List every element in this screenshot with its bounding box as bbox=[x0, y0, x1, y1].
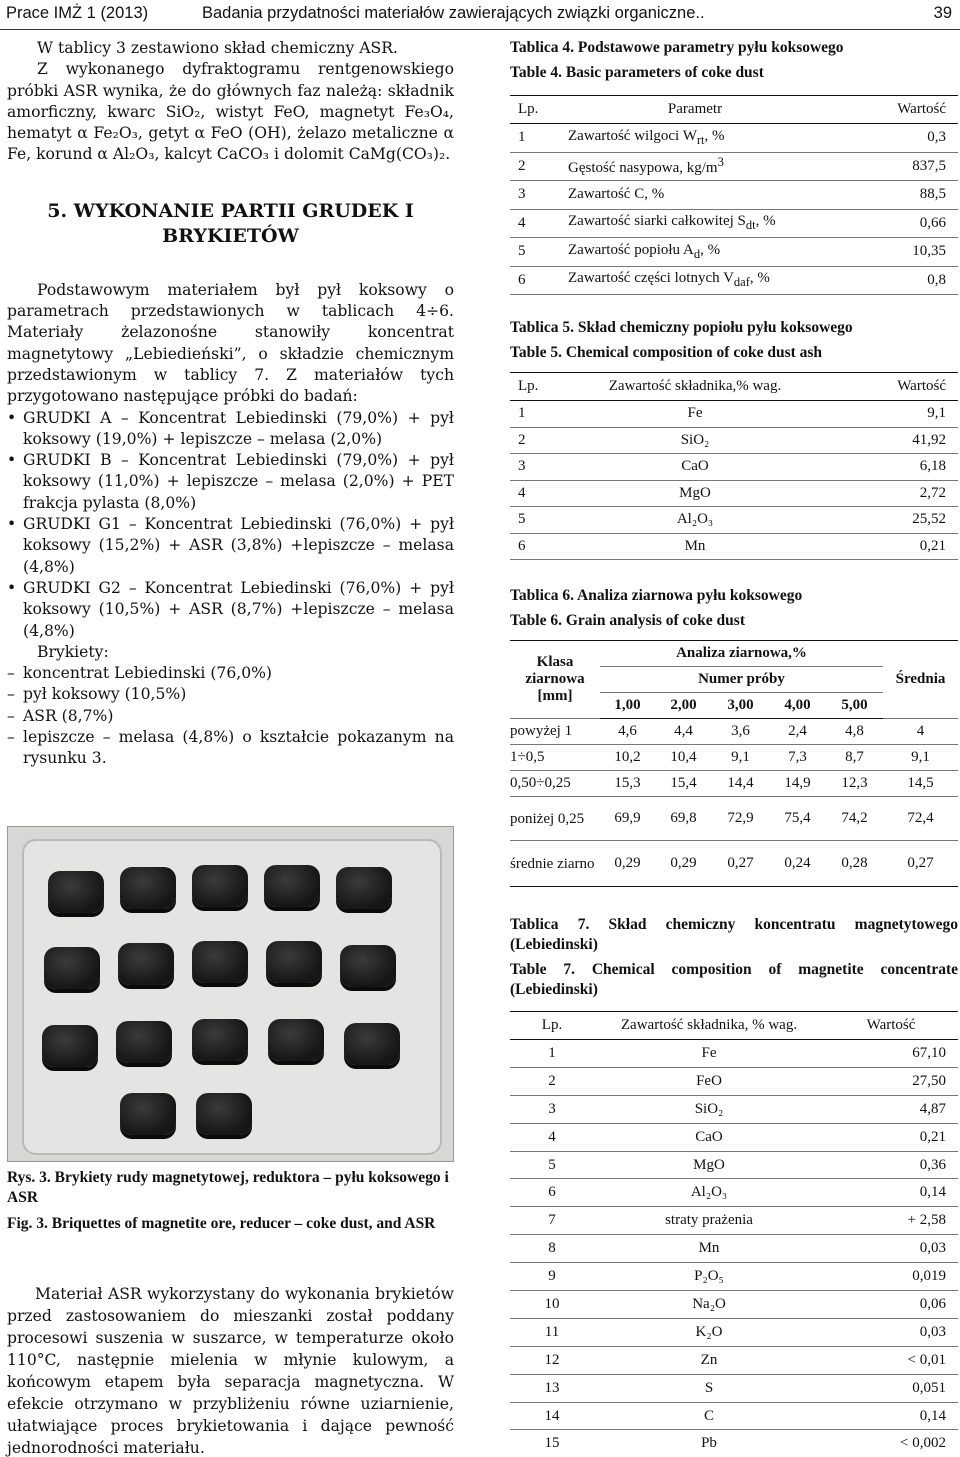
table-cell: 3 bbox=[510, 454, 570, 481]
list-item: – pył koksowy (10,5%) bbox=[7, 684, 454, 705]
table-cell: powyżej 1 bbox=[510, 719, 600, 745]
table-cell: poniżej 0,25 bbox=[510, 797, 600, 841]
table-cell: 6 bbox=[510, 533, 570, 560]
table-cell: S bbox=[594, 1374, 824, 1402]
briquette bbox=[344, 1023, 400, 1065]
column-header: 5,00 bbox=[826, 693, 883, 719]
table-cell: 4,87 bbox=[824, 1095, 958, 1123]
table-row bbox=[510, 480, 958, 507]
table-cell: 9,1 bbox=[820, 401, 958, 428]
cell-superscript: 3 bbox=[717, 155, 724, 170]
column-header: Lp. bbox=[510, 373, 570, 401]
table-cell: 10,2 bbox=[600, 745, 655, 771]
paragraph-asr-processing: Materiał ASR wykorzystany do wykonania brykietów przed zastosowaniem do mieszanki został poddany procesowi suszenia w suszarce, w temperaturze około 110°C, następnie mielenia w młynie kulowym, a końcowym etapem była separacja magnetyczna. W efekcie otrzymano w przybliżeniu równe uziarnienie, ułatwiające proces brykietowania i dające pewność jednorodności materiału. bbox=[7, 1285, 454, 1457]
briquette bbox=[336, 867, 392, 909]
table-cell: 2,72 bbox=[820, 480, 958, 507]
column-header: 1,00 bbox=[600, 693, 655, 719]
table-row bbox=[510, 1095, 958, 1123]
table-cell: straty prażenia bbox=[594, 1207, 824, 1235]
photo-tray bbox=[22, 839, 442, 1155]
column-header: Średnia bbox=[883, 641, 958, 719]
cell-text: Zawartość siarki całkowitej S bbox=[568, 213, 746, 230]
paragraph-materials: Podstawowym materiałem był pył koksowy o parametrach przedstawionych w tablicach 4÷6. Materiały żelazonośne stanowiły koncentrat magnetytowy „Lebiedieński”, o składzie chemicznym przedstawionym w tablicy 7. Z materiałów tych przygotowano następujące próbki do badań: bbox=[7, 280, 454, 406]
table-cell: Fe bbox=[594, 1040, 824, 1068]
column-header: Klasa ziarnowa [mm] bbox=[510, 641, 600, 719]
table-cell: 13 bbox=[510, 1374, 594, 1402]
table-row bbox=[510, 152, 958, 181]
table-cell: 4,4 bbox=[655, 719, 712, 745]
column-header: Lp. bbox=[510, 96, 560, 124]
table-cell: 1 bbox=[510, 401, 570, 428]
table-row bbox=[510, 181, 958, 210]
table-row bbox=[510, 124, 958, 153]
table-row bbox=[510, 1179, 958, 1207]
table-cell: 837,5 bbox=[830, 152, 958, 181]
table-cell: 4 bbox=[510, 480, 570, 507]
cell-text: , % bbox=[700, 241, 721, 258]
table-cell bbox=[560, 152, 830, 181]
table-row bbox=[510, 507, 958, 534]
table-cell: Pb bbox=[594, 1430, 824, 1457]
list-item: – lepiszcze – melasa (4,8%) o kształcie pokazanym na rysunku 3. bbox=[7, 727, 454, 770]
table-row bbox=[510, 266, 958, 295]
table-cell: MgO bbox=[594, 1151, 824, 1179]
column-header: 2,00 bbox=[655, 693, 712, 719]
table-row bbox=[510, 1374, 958, 1402]
table-cell: 72,4 bbox=[883, 797, 958, 841]
table-cell: 15 bbox=[510, 1430, 594, 1457]
table-cell: 9,1 bbox=[883, 745, 958, 771]
table-cell: P₂O₅ bbox=[594, 1263, 824, 1291]
table-header-row bbox=[510, 96, 958, 124]
cell-subscript: dt bbox=[745, 218, 756, 233]
table-row bbox=[510, 1346, 958, 1374]
table-cell: 3 bbox=[510, 1095, 594, 1123]
table-cell: 0,21 bbox=[824, 1123, 958, 1151]
figure-caption-en: Fig. 3. Briquettes of magnetite ore, reducer – coke dust, and ASR bbox=[7, 1215, 436, 1232]
cell-text: , % bbox=[755, 213, 776, 230]
column-header: Wartość bbox=[824, 1012, 958, 1040]
table-row bbox=[510, 1291, 958, 1319]
table7-caption bbox=[510, 915, 958, 1005]
table-cell: 72,9 bbox=[712, 797, 769, 841]
briquette bbox=[192, 1019, 248, 1061]
briquette bbox=[120, 1093, 176, 1135]
table-cell: FeO bbox=[594, 1067, 824, 1095]
table-cell: 10 bbox=[510, 1291, 594, 1319]
table-cell: 0,3 bbox=[830, 124, 958, 153]
table-cell: + 2,58 bbox=[824, 1207, 958, 1235]
table-cell: średnie ziarno bbox=[510, 841, 600, 887]
column-header: Analiza ziarnowa,% bbox=[600, 641, 883, 667]
table-cell: 0,03 bbox=[824, 1318, 958, 1346]
table-cell: 0,24 bbox=[769, 841, 826, 887]
column-header: Parametr bbox=[560, 96, 830, 124]
table-cell: Mn bbox=[570, 533, 820, 560]
briquette bbox=[266, 941, 322, 983]
list-item: – ASR (8,7%) bbox=[7, 706, 454, 727]
table-cell: 10,35 bbox=[830, 238, 958, 267]
table-cell: 8,7 bbox=[826, 745, 883, 771]
briquette bbox=[120, 867, 176, 909]
table7 bbox=[510, 1011, 958, 1457]
table-cell: Al₂O₃ bbox=[570, 507, 820, 534]
table-cell: 25,52 bbox=[820, 507, 958, 534]
cell-subscript: daf bbox=[733, 275, 750, 290]
table-cell: 74,2 bbox=[826, 797, 883, 841]
table-row bbox=[510, 771, 958, 797]
table-cell: 2,4 bbox=[769, 719, 826, 745]
table-row bbox=[510, 797, 958, 841]
list-item: • GRUDKI G1 – Koncentrat Lebiedinski (76,0%) + pył koksowy (15,2%) + ASR (3,8%) +lepiszcze – melasa (4,8%) bbox=[7, 514, 454, 578]
table-cell: 1 bbox=[510, 124, 560, 153]
briquette bbox=[264, 865, 320, 907]
table-cell: 0,8 bbox=[830, 266, 958, 295]
table-row bbox=[510, 209, 958, 238]
table-cell: 14,4 bbox=[712, 771, 769, 797]
table-cell: 75,4 bbox=[769, 797, 826, 841]
table-cell: 9,1 bbox=[712, 745, 769, 771]
table7-caption-pl: Tablica 7. Skład chemiczny koncentratu magnetytowego (Lebiedinski) bbox=[510, 916, 958, 953]
table-row bbox=[510, 1207, 958, 1235]
journal-name: Prace IMŻ 1 (2013) bbox=[6, 4, 149, 22]
column-header: Zawartość składnika, % wag. bbox=[594, 1012, 824, 1040]
table-cell: Zn bbox=[594, 1346, 824, 1374]
table-cell: 0,28 bbox=[826, 841, 883, 887]
table-cell: 0,29 bbox=[655, 841, 712, 887]
table-cell: 0,29 bbox=[600, 841, 655, 887]
table-cell: 7 bbox=[510, 1207, 594, 1235]
table-cell: 0,14 bbox=[824, 1179, 958, 1207]
cell-text: , % bbox=[749, 270, 770, 287]
cell-text: Zawartość wilgoci W bbox=[568, 127, 697, 144]
table-row bbox=[510, 1318, 958, 1346]
list-item: • GRUDKI B – Koncentrat Lebiedinski (79,0%) + pył koksowy (11,0%) + lepiszcze – melasa (2,0%) + PET frakcja pylasta (8,0%) bbox=[7, 450, 454, 514]
table-cell: Fe bbox=[570, 401, 820, 428]
table6 bbox=[510, 640, 958, 887]
table-row bbox=[510, 1123, 958, 1151]
briquette bbox=[42, 1025, 98, 1067]
table5-caption-en: Table 5. Chemical composition of coke dust ash bbox=[510, 344, 823, 361]
table-cell: 0,36 bbox=[824, 1151, 958, 1179]
table5-caption bbox=[510, 318, 958, 368]
table4-caption bbox=[510, 38, 958, 88]
table-cell: 4 bbox=[510, 1123, 594, 1151]
column-header: Zawartość składnika,% wag. bbox=[570, 373, 820, 401]
table-cell: 69,8 bbox=[655, 797, 712, 841]
table5-caption-pl: Tablica 5. Skład chemiczny popiołu pyłu koksowego bbox=[510, 319, 853, 336]
table4-caption-en: Table 4. Basic parameters of coke dust bbox=[510, 64, 764, 81]
paragraph-asr-table: W tablicy 3 zestawiono skład chemiczny ASR. bbox=[37, 39, 398, 57]
table-cell: Mn bbox=[594, 1235, 824, 1263]
table-cell: 0,27 bbox=[712, 841, 769, 887]
cell-subscript: rt bbox=[696, 132, 705, 147]
briquette-list bbox=[7, 663, 454, 769]
table-cell: Na₂O bbox=[594, 1291, 824, 1319]
table-cell: 4,6 bbox=[600, 719, 655, 745]
table-cell: K₂O bbox=[594, 1318, 824, 1346]
table-row bbox=[510, 533, 958, 560]
table-cell: 7,3 bbox=[769, 745, 826, 771]
table-row bbox=[510, 401, 958, 428]
table-header-row bbox=[510, 641, 958, 667]
table-cell: 3 bbox=[510, 181, 560, 210]
table-row bbox=[510, 1235, 958, 1263]
table-cell: 5 bbox=[510, 507, 570, 534]
briquette bbox=[44, 947, 100, 989]
table-cell: 88,5 bbox=[830, 181, 958, 210]
cell-text: , % bbox=[704, 127, 725, 144]
table-cell: 1 bbox=[510, 1040, 594, 1068]
cell-text: Gęstość nasypowa, kg/m bbox=[568, 160, 718, 177]
cell-text: Zawartość popiołu A bbox=[568, 241, 694, 258]
list-item: • GRUDKI A – Koncentrat Lebiedinski (79,0%) + pył koksowy (19,0%) + lepiszcze – melasa (2,0%) bbox=[7, 408, 454, 451]
cell-text: Zawartość części lotnych V bbox=[568, 270, 734, 287]
list-item: • GRUDKI G2 – Koncentrat Lebiedinski (76,0%) + pył koksowy (10,5%) + ASR (8,7%) +lepiszcze – melasa (4,8%) bbox=[7, 578, 454, 642]
table-cell: 11 bbox=[510, 1318, 594, 1346]
briquette bbox=[268, 1019, 324, 1061]
table-cell: 69,9 bbox=[600, 797, 655, 841]
table-cell: 12,3 bbox=[826, 771, 883, 797]
column-header: Numer próby bbox=[600, 667, 883, 693]
running-title: Badania przydatności materiałów zawierających związki organiczne.. bbox=[202, 4, 705, 22]
table-row bbox=[510, 719, 958, 745]
table-cell: 14 bbox=[510, 1402, 594, 1430]
table-row bbox=[510, 454, 958, 481]
briquette bbox=[192, 865, 248, 907]
table7-caption-en: Table 7. Chemical composition of magnetite concentrate (Lebiedinski) bbox=[510, 961, 958, 998]
page-header bbox=[0, 0, 960, 30]
column-header: Wartość bbox=[830, 96, 958, 124]
table5 bbox=[510, 372, 958, 560]
table-cell: Al₂O₃ bbox=[594, 1179, 824, 1207]
table-row bbox=[510, 745, 958, 771]
section-heading: 5. WYKONANIE PARTII GRUDEK I BRYKIETÓW bbox=[47, 199, 414, 247]
table-cell: 1÷0,5 bbox=[510, 745, 600, 771]
table-cell: CaO bbox=[570, 454, 820, 481]
briquette bbox=[192, 941, 248, 983]
column-header: 3,00 bbox=[712, 693, 769, 719]
table-cell: 15,4 bbox=[655, 771, 712, 797]
table-cell: 2 bbox=[510, 1067, 594, 1095]
table-cell: 5 bbox=[510, 238, 560, 267]
table-cell: 0,06 bbox=[824, 1291, 958, 1319]
table-cell: MgO bbox=[570, 480, 820, 507]
table-cell: 0,019 bbox=[824, 1263, 958, 1291]
table-cell bbox=[560, 238, 830, 267]
table-cell bbox=[560, 266, 830, 295]
table-row bbox=[510, 1040, 958, 1068]
paragraph-xrd: Z wykonanego dyfraktogramu rentgenowskiego próbki ASR wynika, że do głównych faz należą: składnik amorficzny, kwarc SiO₂, wistyt FeO, magnetyt Fe₃O₄, hematyt α Fe₂O₃, getyt α FeO (OH), żelazo metaliczne α Fe, korund α Al₂O₃, kalcyt CaCO₃ i dolomit CaMg(CO₃)₂. bbox=[7, 60, 454, 164]
briquette bbox=[48, 871, 104, 913]
table-cell: 6 bbox=[510, 266, 560, 295]
table4-caption-pl: Tablica 4. Podstawowe parametry pyłu koksowego bbox=[510, 39, 844, 56]
table-cell: CaO bbox=[594, 1123, 824, 1151]
page-number: 39 bbox=[933, 4, 952, 22]
table-cell: 3,6 bbox=[712, 719, 769, 745]
table6-caption-en: Table 6. Grain analysis of coke dust bbox=[510, 612, 745, 629]
table-cell: Zawartość C, % bbox=[560, 181, 830, 210]
table-cell: 2 bbox=[510, 152, 560, 181]
table-header-row bbox=[510, 373, 958, 401]
column-header: 4,00 bbox=[769, 693, 826, 719]
table-cell: 14,9 bbox=[769, 771, 826, 797]
table-cell: 8 bbox=[510, 1235, 594, 1263]
briquettes-photo bbox=[7, 826, 454, 1162]
table-cell: 4 bbox=[883, 719, 958, 745]
table-row bbox=[510, 238, 958, 267]
table-cell: C bbox=[594, 1402, 824, 1430]
table-cell: 5 bbox=[510, 1151, 594, 1179]
table6-caption-pl: Tablica 6. Analiza ziarnowa pyłu koksowego bbox=[510, 587, 803, 604]
briquette bbox=[118, 943, 174, 985]
column-header: Lp. bbox=[510, 1012, 594, 1040]
table-row bbox=[510, 427, 958, 454]
table-cell: 2 bbox=[510, 427, 570, 454]
cell-subscript: d bbox=[693, 246, 701, 261]
table-cell: 0,03 bbox=[824, 1235, 958, 1263]
table6-caption bbox=[510, 586, 958, 636]
table-cell: 0,66 bbox=[830, 209, 958, 238]
table-cell: 41,92 bbox=[820, 427, 958, 454]
table-cell: 67,10 bbox=[824, 1040, 958, 1068]
briquette bbox=[116, 1021, 172, 1063]
list-item: – koncentrat Lebiedinski (76,0%) bbox=[7, 663, 454, 684]
table4 bbox=[510, 95, 958, 295]
table-cell: < 0,002 bbox=[824, 1430, 958, 1457]
table-cell: 0,051 bbox=[824, 1374, 958, 1402]
sample-list bbox=[7, 408, 454, 642]
table-row bbox=[510, 841, 958, 887]
table-cell: 10,4 bbox=[655, 745, 712, 771]
table-cell: SiO₂ bbox=[570, 427, 820, 454]
table-cell: 6,18 bbox=[820, 454, 958, 481]
table-cell: SiO₂ bbox=[594, 1095, 824, 1123]
table-cell: 0,27 bbox=[883, 841, 958, 887]
table-row bbox=[510, 1402, 958, 1430]
table-cell: 27,50 bbox=[824, 1067, 958, 1095]
table-header-row bbox=[510, 1012, 958, 1040]
figure-caption-pl: Rys. 3. Brykiety rudy magnetytowej, reduktora – pyłu koksowego i ASR bbox=[7, 1169, 449, 1206]
table-cell: 4 bbox=[510, 209, 560, 238]
table-cell: 4,8 bbox=[826, 719, 883, 745]
table-cell: 14,5 bbox=[883, 771, 958, 797]
figure-caption bbox=[7, 1168, 454, 1240]
table-cell: 0,50÷0,25 bbox=[510, 771, 600, 797]
table-row bbox=[510, 1067, 958, 1095]
table-row bbox=[510, 1263, 958, 1291]
table-cell bbox=[560, 124, 830, 153]
briquette bbox=[340, 945, 396, 987]
table-cell: 12 bbox=[510, 1346, 594, 1374]
table-cell: 15,3 bbox=[600, 771, 655, 797]
briquettes-label: Brykiety: bbox=[37, 642, 109, 661]
table-cell bbox=[560, 209, 830, 238]
left-column bbox=[7, 38, 454, 770]
table-cell: 9 bbox=[510, 1263, 594, 1291]
table-row bbox=[510, 1430, 958, 1457]
column-header: Wartość bbox=[820, 373, 958, 401]
table-cell: < 0,01 bbox=[824, 1346, 958, 1374]
table-cell: 0,21 bbox=[820, 533, 958, 560]
briquette bbox=[196, 1093, 252, 1135]
table-cell: 6 bbox=[510, 1179, 594, 1207]
table-cell: 0,14 bbox=[824, 1402, 958, 1430]
table-row bbox=[510, 1151, 958, 1179]
